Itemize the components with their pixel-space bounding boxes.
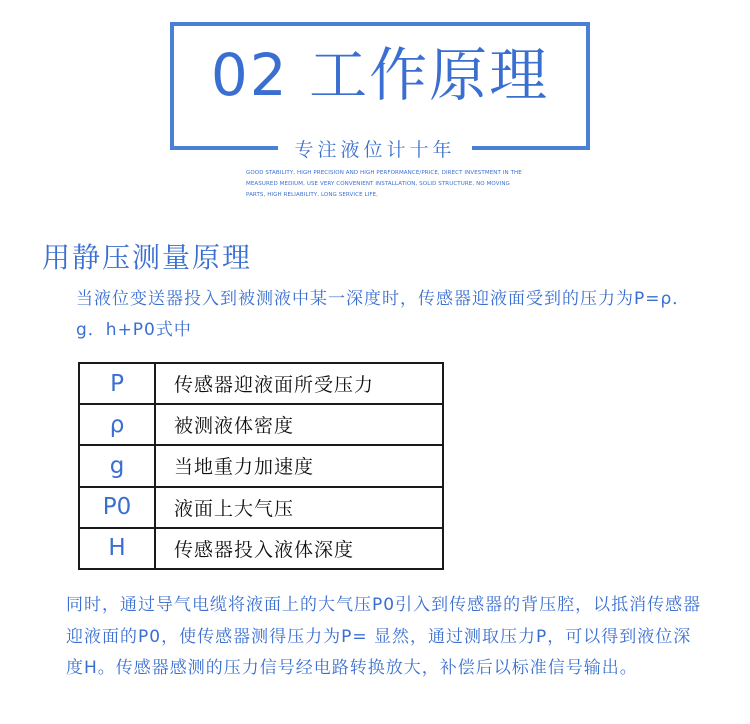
tagline: GOOD STABILITY, HIGH PRECISION AND HIGH PERFORMANCE/PRICE, DIRECT INVESTMENT IN THE MEASURED MEDIUM, USE VERY CONVENIENT INSTALLATION, SOLID STRUCTURE, NO MOVING PARTS, HIGH RELIABILITY, LONG SERVICE LIFE。 <box>246 170 522 198</box>
param-description: 传感器投入液体深度 <box>155 528 443 569</box>
parameter-table <box>78 362 444 570</box>
param-description: 当地重力加速度 <box>155 445 443 486</box>
table-row <box>79 363 443 404</box>
table-row <box>79 404 443 445</box>
param-description: 液面上大气压 <box>155 487 443 528</box>
table-row <box>79 487 443 528</box>
param-symbol: H <box>79 528 155 569</box>
section-heading: 用静压测量原理 <box>42 241 253 274</box>
body-paragraph: 同时，通过导气电缆将液面上的大气压P0引入到传感器的背压腔，以抵消传感器迎液面的P0，使传感器测得压力为P= 显然，通过测取压力P，可以得到液位深度H。传感器感测的压力信号经电路转换放大，补偿后以标准信号输出。 <box>66 595 702 678</box>
param-symbol: g <box>79 445 155 486</box>
param-description: 传感器迎液面所受压力 <box>155 363 443 404</box>
table-row <box>79 445 443 486</box>
page-title: 02 工作原理 <box>210 41 550 109</box>
param-symbol: P0 <box>79 487 155 528</box>
param-symbol: ρ <box>79 404 155 445</box>
param-symbol: P <box>79 363 155 404</box>
table-row <box>79 528 443 569</box>
intro-paragraph: 当液位变送器投入到被测液中某一深度时，传感器迎液面受到的压力为P=ρ．g．h+P0式中 <box>76 289 691 340</box>
param-description: 被测液体密度 <box>155 404 443 445</box>
slogan: 专注液位计十年 <box>278 136 472 164</box>
